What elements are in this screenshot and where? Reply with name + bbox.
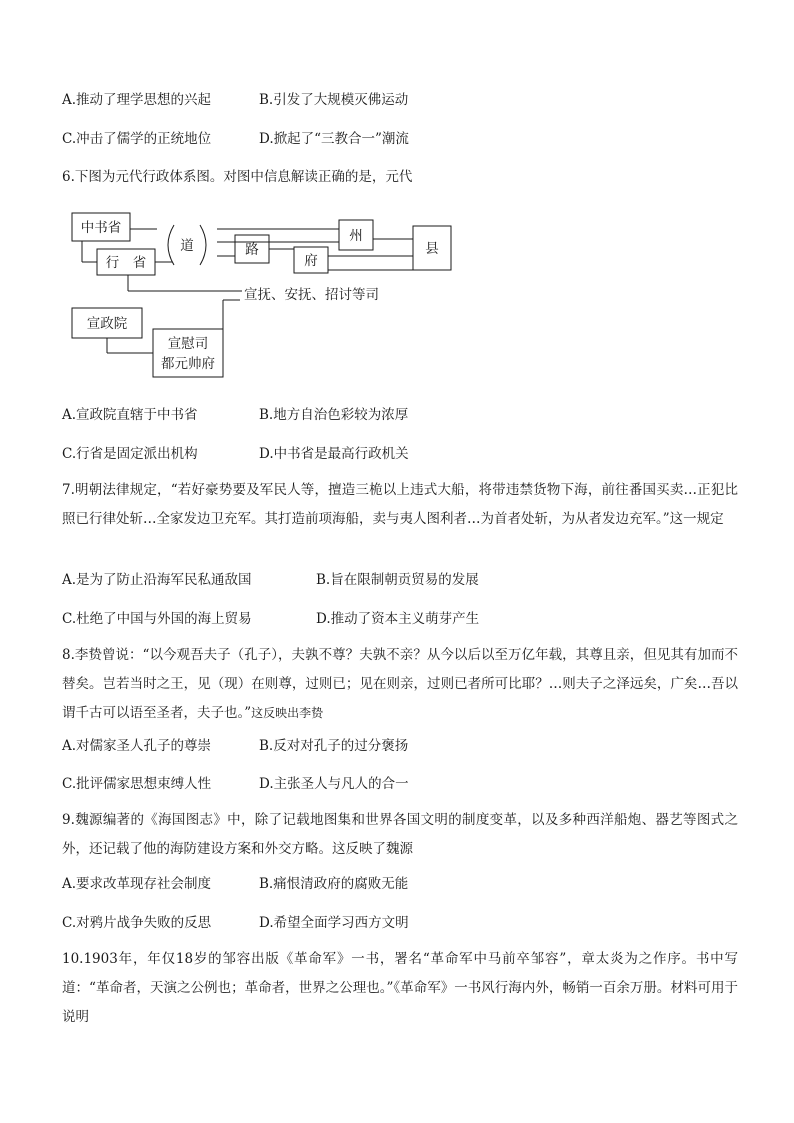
q9-option-a: A.要求改革现存社会制度 [62,876,212,892]
q6-option-d: D.中书省是最高行政机关 [259,446,409,462]
label-dao: 道 [180,238,194,254]
box-lu: 路 [245,242,259,258]
box-xuanzhengyuan: 宣政院 [86,316,128,332]
q8-stem-tail: 这反映出李贽 [251,706,324,720]
box-zhou: 州 [349,228,363,244]
admin-system-diagram [62,205,462,385]
q8-option-d: D.主张圣人与凡人的合一 [259,776,409,792]
box-xian: 县 [425,241,439,257]
q6-option-b: B.地方自治色彩较为浓厚 [259,407,409,423]
q5-option-a: A.推动了理学思想的兴起 [62,92,212,108]
label-xuanfu: 宣抚、安抚、招讨等司 [244,287,379,303]
box-fu: 府 [304,253,318,269]
q6-stem: 6.下图为元代行政体系图。对图中信息解读正确的是，元代 [62,169,413,185]
q5-option-c: C.冲击了儒学的正统地位 [62,131,212,147]
box-xuanweisi-line2: 都元帅府 [161,356,215,372]
box-zhongshusheng: 中书省 [80,220,122,236]
q9-stem: 9.魏源编著的《海国图志》中，除了记载地图集和世界各国文明的制度变革，以及多种西洋船炮、器艺等图式之外，还记载了他的海防建设方案和外交方略。这反映了魏源 [62,812,738,857]
q9-option-b: B.痛恨清政府的腐败无能 [259,876,409,892]
q6-option-c: C.行省是固定派出机构 [62,446,198,462]
q7-option-b: B.旨在限制朝贡贸易的发展 [316,572,479,588]
q8-option-b: B.反对对孔子的过分褒扬 [259,738,409,754]
q6-option-a: A.宣政院直辖于中书省 [62,407,198,423]
q8-option-a: A.对儒家圣人孔子的尊崇 [62,738,212,754]
q10-stem: 10.1903年，年仅18岁的邹容出版《革命军》一书，署名“革命军中马前卒邹容”，章太炎为之作序。书中写道：“革命者，天演之公例也；革命者，世界之公理也。”《革命军》一书风行海内外，畅销一百余万册。材料可用于说明 [62,951,738,1025]
q7-option-c: C.杜绝了中国与外国的海上贸易 [62,611,252,627]
q9-option-d: D.希望全面学习西方文明 [259,915,409,931]
q8-option-c: C.批评儒家思想束缚人性 [62,776,212,792]
q8-stem-text: 8.李贽曾说：“以今观吾夫子（孔子），夫孰不尊？夫孰不亲？从今以后以至万亿年载，其尊且亲，但见其有加而不替矣。岂若当时之王，见（现）在则尊，过则已；见在则亲，过则已者所可比耶？…则夫子之泽远矣，广矣…吾以谓千古可以语至圣者，夫子也。” [62,647,738,721]
q5-option-b: B.引发了大规模灭佛运动 [259,92,409,108]
box-xingsheng: 行 省 [105,255,147,271]
box-xuanweisi-line1: 宣慰司 [167,336,209,352]
q7-option-d: D.推动了资本主义萌芽产生 [316,611,480,627]
q5-option-d: D.掀起了“三教合一”潮流 [259,131,409,147]
q9-option-c: C.对鸦片战争失败的反思 [62,915,212,931]
q8-stem [62,641,738,728]
q7-option-a: A.是为了防止沿海军民私通敌国 [62,572,252,588]
q7-stem: 7.明朝法律规定，“若好豪势要及军民人等，擅造三桅以上违式大船，将带违禁货物下海，前往番国买卖…正犯比照已行律处斩…全家发边卫充军。其打造前项海船，卖与夷人图利者…为首者处斩，为从者发边充军。”这一规定 [62,482,738,527]
